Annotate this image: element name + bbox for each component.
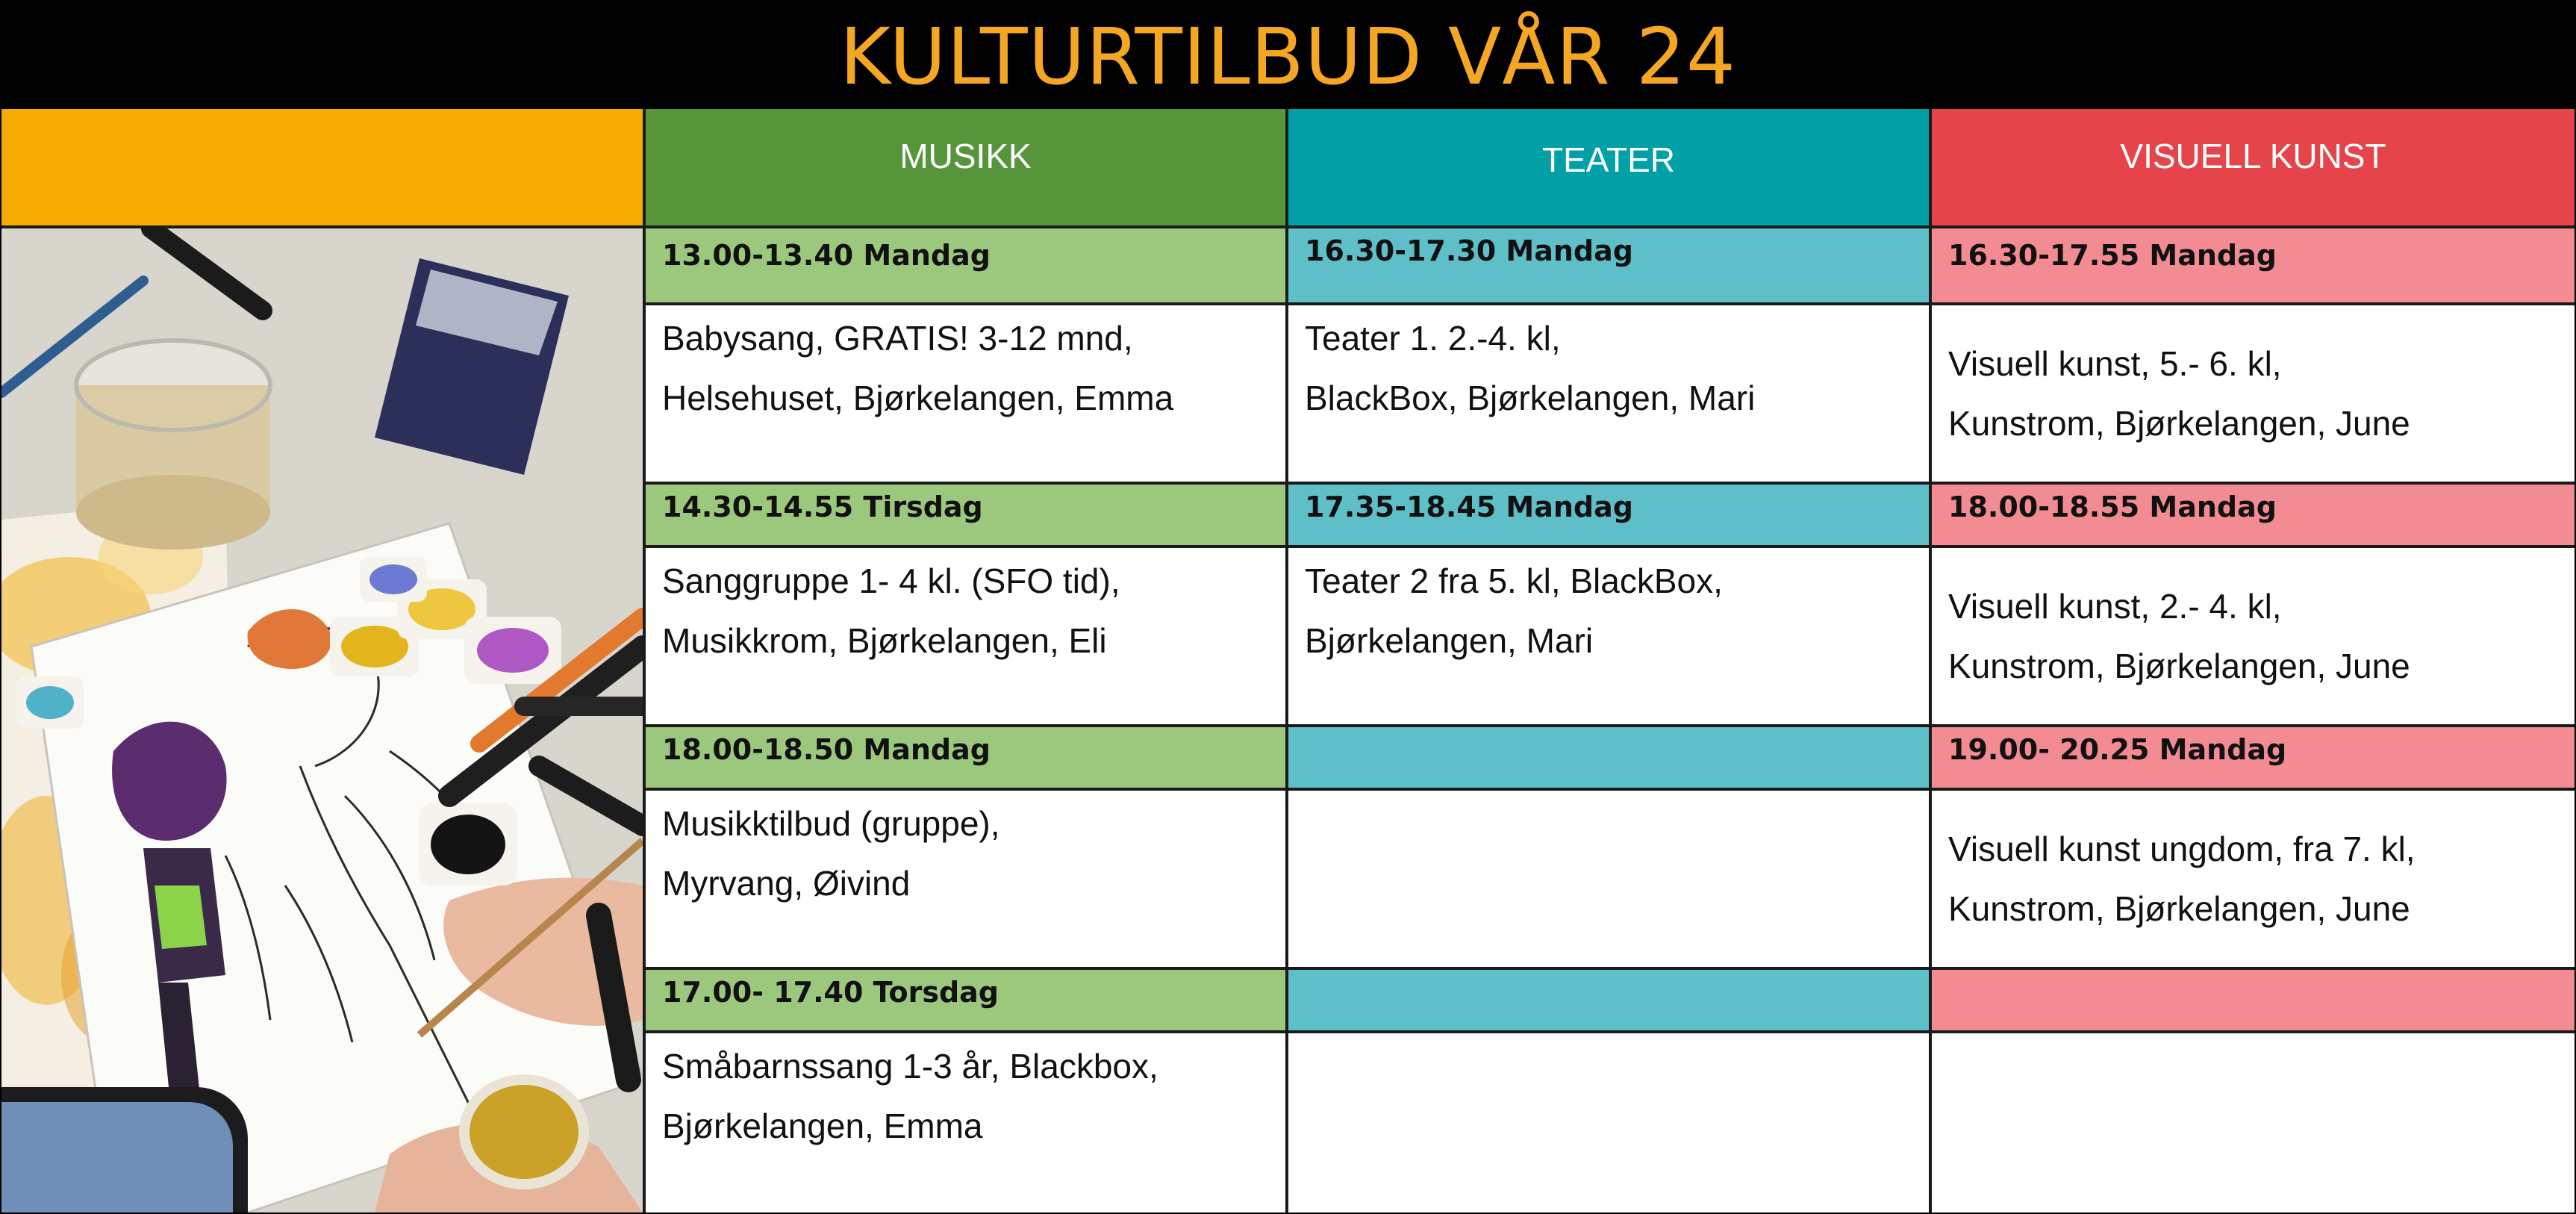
teater-time-1: 16.30-17.30 Mandag	[1288, 228, 1929, 302]
kunst-time-1: 16.30-17.55 Mandag	[1932, 228, 2575, 302]
teater-desc-3	[1288, 791, 1929, 967]
column-header-teater: TEATER	[1288, 109, 1929, 225]
teater-time-2: 17.35-18.45 Mandag	[1288, 485, 1929, 545]
musikk-time-1: 13.00-13.40 Mandag	[646, 228, 1285, 302]
kunst-desc-3: Visuell kunst ungdom, fra 7. kl, Kunstrom, Bjørkelangen, June	[1932, 791, 2575, 967]
kunst-desc-1: Visuell kunst, 5.- 6. kl, Kunstrom, Bjørkelangen, June	[1932, 305, 2575, 482]
drawing-photo-illustration	[1, 228, 643, 1213]
kunst-time-4	[1932, 970, 2575, 1030]
kunst-desc-4	[1932, 1033, 2575, 1213]
kunst-time-3: 19.00- 20.25 Mandag	[1932, 727, 2575, 788]
schedule-table	[1, 109, 2575, 1213]
title-bar	[0, 0, 2576, 109]
teater-desc-4	[1288, 1033, 1929, 1213]
page-title: KULTURTILBUD VÅR 24	[839, 11, 1737, 102]
teater-desc-1: Teater 1. 2.-4. kl, BlackBox, Bjørkelangen, Mari	[1288, 305, 1929, 482]
column-header-visuell-kunst: VISUELL KUNST	[1932, 109, 2575, 225]
art-supplies-photo	[1, 228, 643, 1213]
kunst-desc-2: Visuell kunst, 2.- 4. kl, Kunstrom, Bjørkelangen, June	[1932, 548, 2575, 724]
musikk-desc-3: Musikktilbud (gruppe), Myrvang, Øivind	[646, 791, 1285, 967]
kunst-time-2: 18.00-18.55 Mandag	[1932, 485, 2575, 545]
musikk-desc-1: Babysang, GRATIS! 3-12 mnd, Helsehuset, Bjørkelangen, Emma	[646, 305, 1285, 482]
musikk-time-3: 18.00-18.50 Mandag	[646, 727, 1285, 788]
column-header-musikk: MUSIKK	[646, 109, 1285, 225]
teater-time-4	[1288, 970, 1929, 1030]
corner-cell	[1, 109, 643, 225]
musikk-desc-4: Småbarnssang 1-3 år, Blackbox, Bjørkelangen, Emma	[646, 1033, 1285, 1213]
musikk-desc-2: Sanggruppe 1- 4 kl. (SFO tid), Musikkrom, Bjørkelangen, Eli	[646, 548, 1285, 724]
teater-time-3	[1288, 727, 1929, 788]
musikk-time-2: 14.30-14.55 Tirsdag	[646, 485, 1285, 545]
teater-desc-2: Teater 2 fra 5. kl, BlackBox, Bjørkelangen, Mari	[1288, 548, 1929, 724]
musikk-time-4: 17.00- 17.40 Torsdag	[646, 970, 1285, 1030]
